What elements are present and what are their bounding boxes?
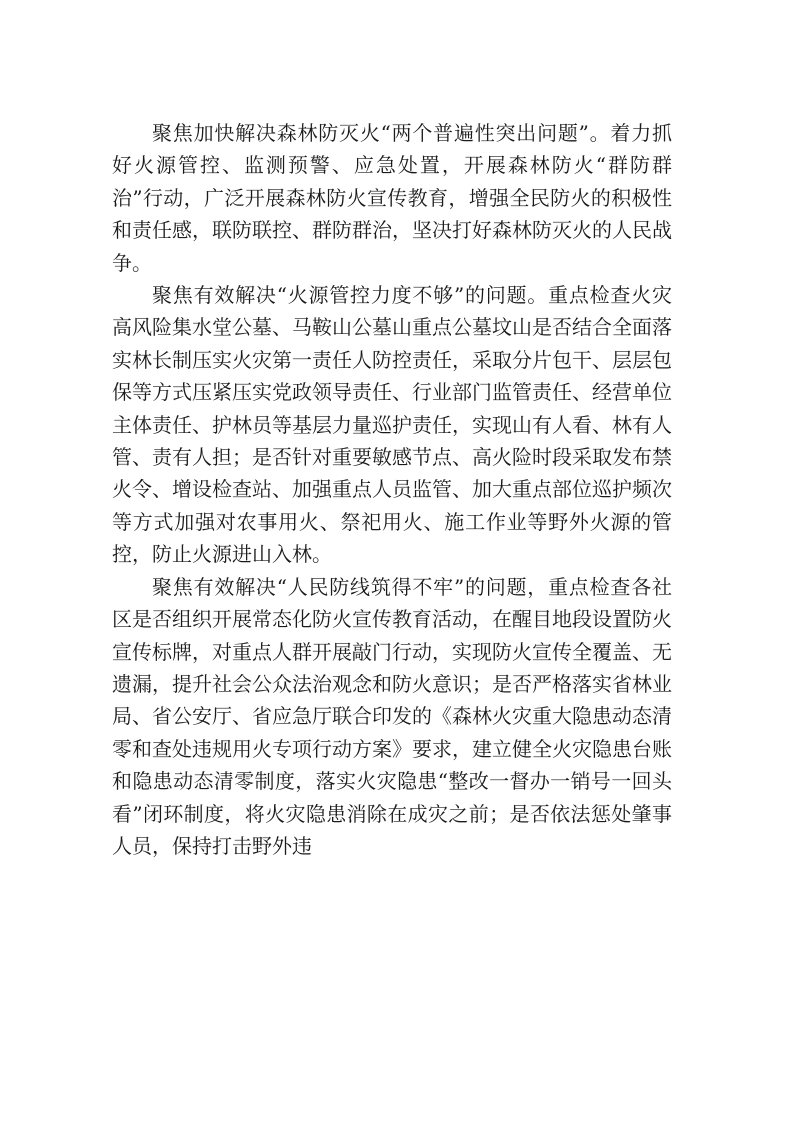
paragraph-fire-prevention-focus: 聚焦加快解决森林防灭火“两个普遍性突出问题”。着力抓好火源管控、监测预警、应急处置，开展森林防火“群防群治”行动，广泛开展森林防火宣传教育，增强全民防火的积极性和责任感，联防联控、群防群治，坚决打好森林防灭火的人民战争。: [112, 121, 672, 275]
paragraph-fire-source-control: 聚焦有效解决“火源管控力度不够”的问题。重点检查火灾高风险集水堂公墓、马鞍山公墓山重点公墓坟山是否结合全面落实林长制压实火灾第一责任人防控责任，采取分片包干、层层包保等方式压紧压实党政领导责任、行业部门监管责任、经营单位主体责任、护林员等基层力量巡护责任，实现山有人看、林有人管、责有人担；是否针对重要敏感节点、高火险时段采取发布禁火令、增设检查站、加强重点人员监管、加大重点部位巡护频次等方式加强对农事用火、祭祀用火、施工作业等野外火源的管控，防止火源进山入林。: [112, 283, 672, 567]
document-body: [112, 117, 672, 862]
paragraph-public-defense: 聚焦有效解决“人民防线筑得不牢”的问题，重点检查各社区是否组织开展常态化防火宣传教育活动，在醒目地段设置防火宣传标牌，对重点人群开展敲门行动，实现防火宣传全覆盖、无遗漏，提升社会公众法治观念和防火意识；是否严格落实省林业局、省公安厅、省应急厅联合印发的《森林火灾重大隐患动态清零和查处违规用火专项行动方案》要求，建立健全火灾隐患台账和隐患动态清零制度，落实火灾隐患“整改一督办一销号一回头看”闭环制度，将火灾隐患消除在成灾之前；是否依法惩处肇事人员，保持打击野外违: [112, 574, 672, 858]
